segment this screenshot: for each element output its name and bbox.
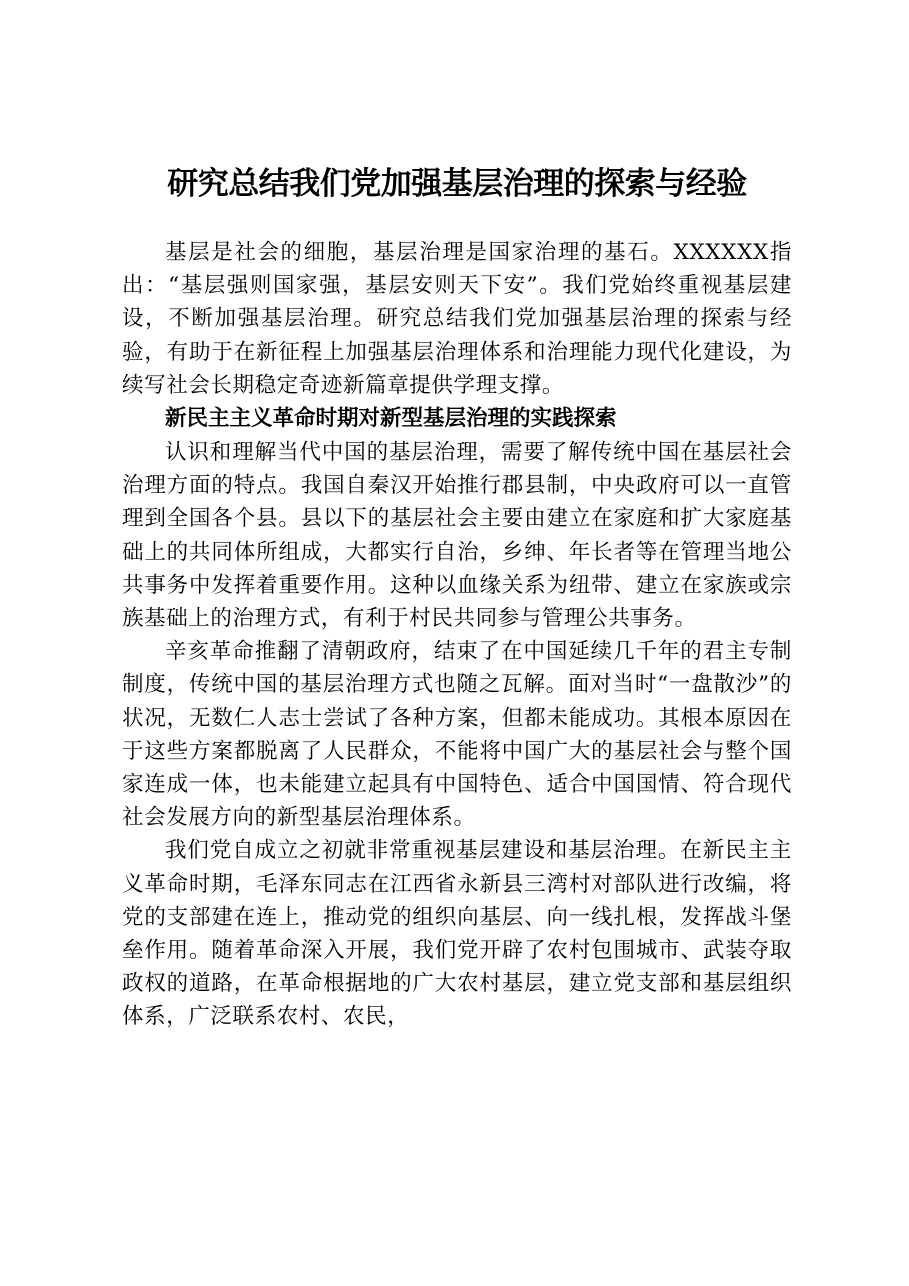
body-paragraph-3: 我们党自成立之初就非常重视基层建设和基层治理。在新民主主义革命时期，毛泽东同志在江西省永新县三湾村对部队进行改编，将党的支部建在连上，推动党的组织向基层、向一线扎根，发挥战斗堡垒作用。随着革命深入开展，我们党开辟了农村包围城市、武装夺取政权的道路，在革命根据地的广大农村基层，建立党支部和基层组织体系，广泛联系农村、农民， [122, 838, 792, 1030]
intro-paragraph: 基层是社会的细胞，基层治理是国家治理的基石。XXXXXX指出：“基层强则国家强，基层安则天下安”。我们党始终重视基层建设，不断加强基层治理。研究总结我们党加强基层治理的探索与经验，有助于在新征程上加强基层治理体系和治理能力现代化建设，为续写社会长期稳定奇迹新篇章提供学理支撑。 [122, 240, 792, 398]
document-page [122, 160, 792, 1034]
document-title: 研究总结我们党加强基层治理的探索与经验 [167, 166, 747, 202]
body-paragraph-2: 辛亥革命推翻了清朝政府，结束了在中国延续几千年的君主专制制度，传统中国的基层治理方式也随之瓦解。面对当时“一盘散沙”的状况，无数仁人志士尝试了各种方案，但都未能成功。其根本原因在于这些方案都脱离了人民群众，不能将中国广大的基层社会与整个国家连成一体，也未能建立起具有中国特色、适合中国国情、符合现代社会发展方向的新型基层治理体系。 [122, 639, 792, 831]
body-paragraph-1: 认识和理解当代中国的基层治理，需要了解传统中国在基层社会治理方面的特点。我国自秦汉开始推行郡县制，中央政府可以一直管理到全国各个县。县以下的基层社会主要由建立在家庭和扩大家庭基础上的共同体所组成，大都实行自治，乡绅、年长者等在管理当地公共事务中发挥着重要作用。这种以血缘关系为纽带、建立在家族或宗族基础上的治理方式，有利于村民共同参与管理公共事务。 [122, 440, 792, 632]
section-heading: 新民主主义革命时期对新型基层治理的实践探索 [165, 406, 617, 432]
